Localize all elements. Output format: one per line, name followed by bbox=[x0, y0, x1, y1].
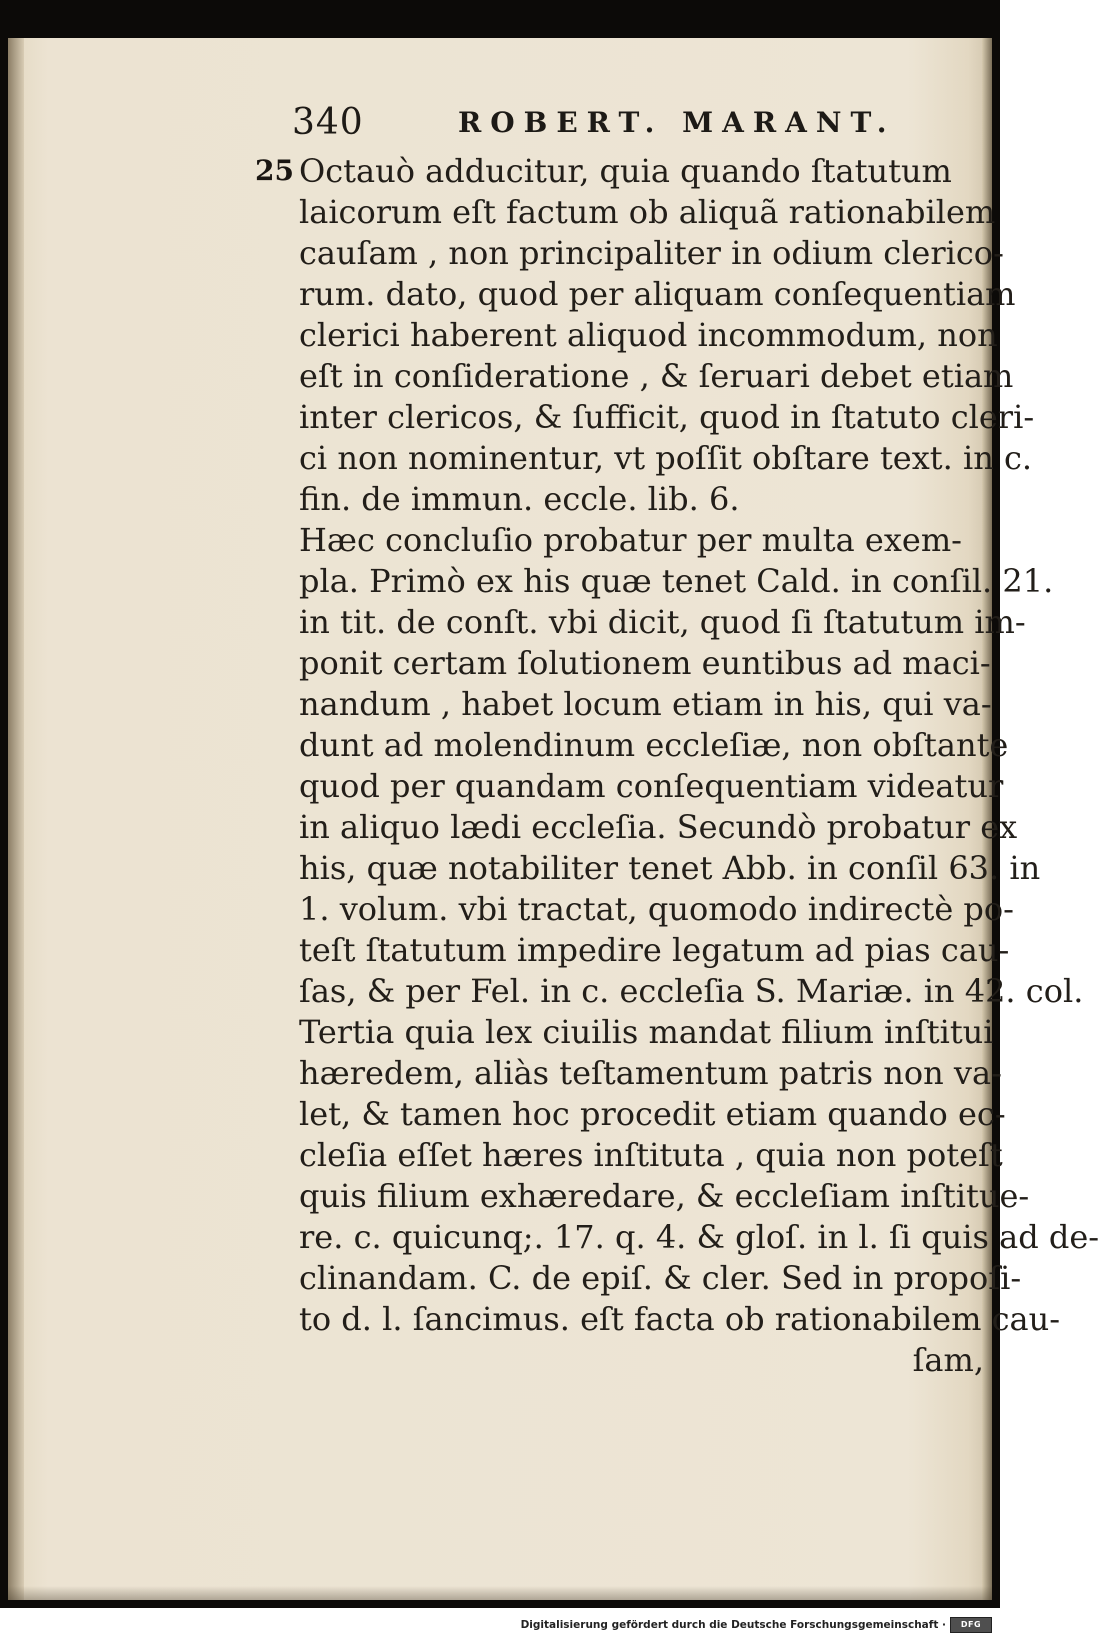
text-line: ponit certam ſolutionem euntibus ad maci- bbox=[299, 644, 991, 682]
text-line: rum. dato, quod per aliquam conſequentiam bbox=[299, 275, 1016, 313]
text-line: inter clericos, & ſufficit, quod in ſtatuto cleri- bbox=[299, 398, 1035, 436]
text-line: ſas, & per Fel. in c. eccleſia S. Mariæ. in 42. col. bbox=[299, 972, 1084, 1010]
text-line: teſt ſtatutum impedire legatum ad pias cau- bbox=[299, 931, 1010, 969]
text-line: cauſam , non principaliter in odium clerico- bbox=[299, 234, 1004, 272]
text-line: Hæc concluſio probatur per multa exem- bbox=[299, 521, 962, 559]
text-line: Tertia quia lex ciuilis mandat filium inſtitui bbox=[299, 1013, 994, 1051]
text-line: pla. Primò ex his quæ tenet Cald. in conſil. 21. bbox=[299, 562, 1054, 600]
text-line: clinandam. C. de epiſ. & cler. Sed in propoſi- bbox=[299, 1259, 1022, 1297]
text-line: his, quæ notabiliter tenet Abb. in conſil 63. in bbox=[299, 849, 1041, 887]
margin-number: 25 bbox=[255, 154, 294, 187]
text-line: to d. l. ſancimus. eſt facta ob rationabilem cau- bbox=[299, 1300, 1061, 1338]
text-line: eſt in conſideratione , & ſeruari debet etiam bbox=[299, 357, 1014, 395]
text-line: let, & tamen hoc procedit etiam quando ec- bbox=[299, 1095, 1006, 1133]
catchword: ſam, bbox=[912, 1341, 984, 1379]
dfg-logo-icon bbox=[950, 1617, 992, 1633]
dfg-logo-text: DFG bbox=[960, 1620, 982, 1629]
footer bbox=[0, 1608, 1000, 1641]
text-line: quod per quandam conſequentiam videatur bbox=[299, 767, 1004, 805]
text-line: re. c. quicunq;. 17. q. 4. & gloſ. in l. ſi quis ad de- bbox=[299, 1218, 1099, 1256]
text-line: hæredem, aliàs teſtamentum patris non va- bbox=[299, 1054, 1002, 1092]
text-line: Octauò adducitur, quia quando ſtatutum bbox=[299, 152, 952, 190]
page-header bbox=[0, 62, 1000, 143]
text-line: ci non nominentur, vt poſſit obſtare text. in c. bbox=[299, 439, 1033, 477]
page-gutter-edge bbox=[8, 38, 24, 1600]
text-line: in aliquo lædi eccleſia. Secundò probatur ex bbox=[299, 808, 1018, 846]
text-line: cleſia eſſet hæres inſtituta , quia non poteſt bbox=[299, 1136, 1003, 1174]
running-head: ROBERT. MARANT. bbox=[458, 106, 896, 139]
body-text bbox=[299, 151, 1099, 1381]
text-line: 1. volum. vbi tractat, quomodo indirectè po- bbox=[299, 890, 1014, 928]
text-line: clerici haberent aliquod incommodum, non bbox=[299, 316, 998, 354]
text-line: laicorum eſt factum ob aliquã rationabilem bbox=[299, 193, 996, 231]
page-bottom-shadow bbox=[8, 1586, 992, 1600]
text-line: in tit. de conſt. vbi dicit, quod ſi ſtatutum im- bbox=[299, 603, 1026, 641]
text-line: quis filium exhæredare, & eccleſiam inſtitue- bbox=[299, 1177, 1030, 1215]
text-line: dunt ad molendinum eccleſiæ, non obſtante bbox=[299, 726, 1009, 764]
page-number: 340 bbox=[292, 102, 364, 143]
text-line: fin. de immun. eccle. lib. 6. bbox=[299, 480, 740, 518]
funding-credit: Digitalisierung gefördert durch die Deutsche Forschungsgemeinschaft · bbox=[520, 1619, 946, 1631]
text-line: nandum , habet locum etiam in his, qui va- bbox=[299, 685, 992, 723]
